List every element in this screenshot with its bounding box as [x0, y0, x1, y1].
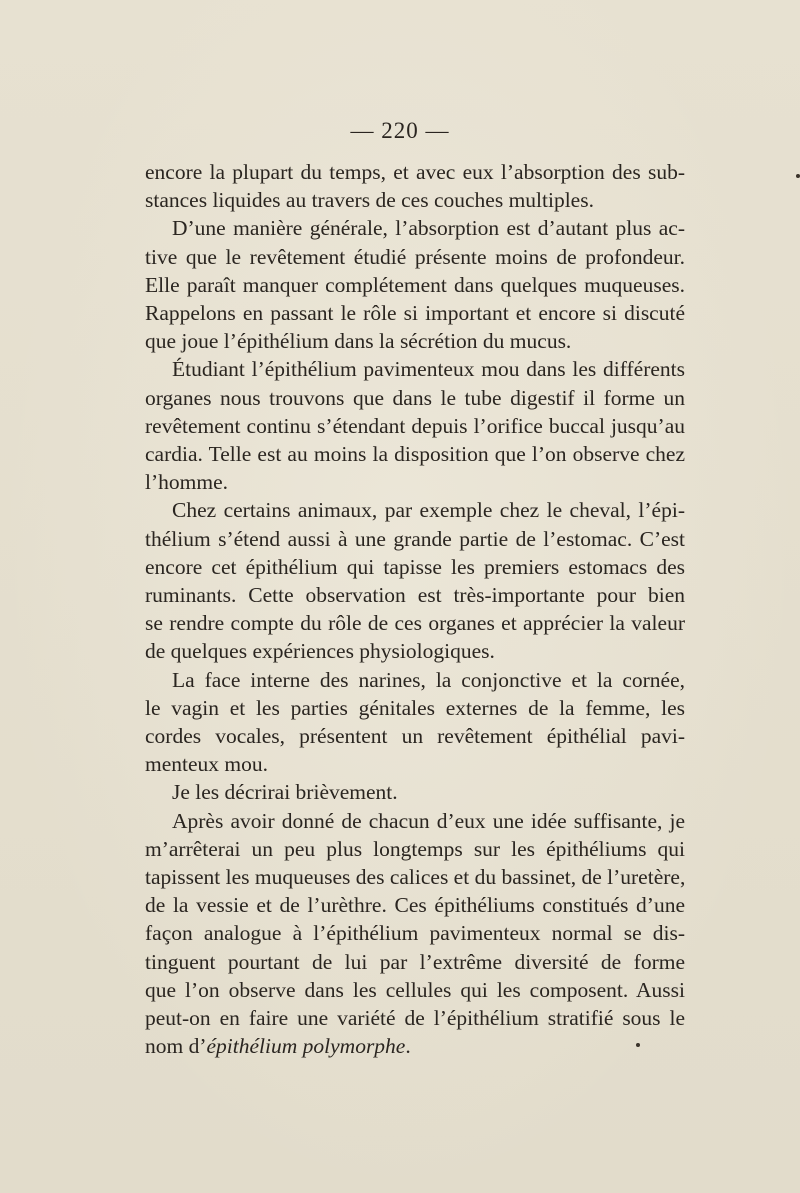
text-line: Chez certains animaux, par exemple chez le cheval, l’épi- — [172, 498, 685, 523]
paper-speck — [636, 1043, 640, 1047]
text-line: façon analogue à l’épithélium pavimenteux normal se dis- — [145, 921, 685, 946]
final-line-prefix: nom d’ — [145, 1034, 207, 1059]
text-line: Après avoir donné de chacun d’eux une idée suffisante, je — [172, 808, 685, 833]
text-line: La face interne des narines, la conjonctive et la cornée, — [172, 667, 685, 692]
text-line: organes nous trouvons que dans le tube digestif il forme un — [145, 385, 685, 410]
text-line: tive que le revêtement étudié présente moins de profondeur. — [145, 244, 685, 269]
text-line: revêtement continu s’étendant depuis l’orifice buccal jusqu’au — [145, 413, 685, 438]
italic-term: épithélium polymorphe — [206, 1034, 406, 1059]
text-line: peut-on en faire une variété de l’épithélium stratifié sous le — [145, 1006, 685, 1031]
final-line — [145, 1032, 411, 1060]
text-line: m’arrêterai un peu plus longtemps sur les épithéliums qui — [145, 836, 685, 861]
text-line: que l’on observe dans les cellules qui les composent. Aussi — [145, 977, 685, 1002]
text-line: Je les décrirai brièvement. — [172, 780, 398, 805]
text-line: ruminants. Cette observation est très-importante pour bien — [145, 583, 685, 608]
text-line: de quelques expériences physiologiques. — [145, 639, 495, 664]
body-text — [145, 158, 685, 1032]
text-line: encore cet épithélium qui tapisse les premiers estomacs des — [145, 554, 685, 579]
text-line: tinguent pourtant de lui par l’extrême diversité de forme — [145, 949, 685, 974]
text-line: Rappelons en passant le rôle si important et encore si discuté — [145, 301, 685, 326]
text-line: tapissent les muqueuses des calices et du bassinet, de l’uretère, — [145, 865, 686, 890]
text-line: menteux mou. — [145, 752, 269, 777]
text-line: Elle paraît manquer complétement dans quelques muqueuses. — [145, 272, 685, 297]
text-line: D’une manière générale, l’absorption est d’autant plus ac- — [172, 216, 685, 241]
text-line: Étudiant l’épithélium pavimenteux mou dans les différents — [172, 357, 685, 382]
text-line: thélium s’étend aussi à une grande partie de l’estomac. C’est — [145, 526, 685, 551]
page-number: — 220 — — [350, 118, 450, 143]
text-line: stances liquides au travers de ces couches multiples. — [145, 188, 594, 213]
text-line: l’homme. — [145, 470, 228, 495]
text-line: cordes vocales, présentent un revêtement épithélial pavi- — [145, 724, 685, 749]
text-line: de la vessie et de l’urèthre. Ces épithéliums constitués d’une — [145, 893, 685, 918]
text-line: le vagin et les parties génitales externes de la femme, les — [145, 695, 685, 720]
text-line: cardia. Telle est au moins la disposition que l’on observe chez — [145, 442, 685, 467]
text-line: que joue l’épithélium dans la sécrétion du mucus. — [145, 329, 572, 354]
final-line-suffix: . — [405, 1034, 411, 1059]
paper-speck — [796, 174, 800, 178]
text-line: encore la plupart du temps, et avec eux l’absorption des sub- — [145, 160, 685, 184]
text-line: se rendre compte du rôle de ces organes et apprécier la valeur — [145, 611, 685, 636]
